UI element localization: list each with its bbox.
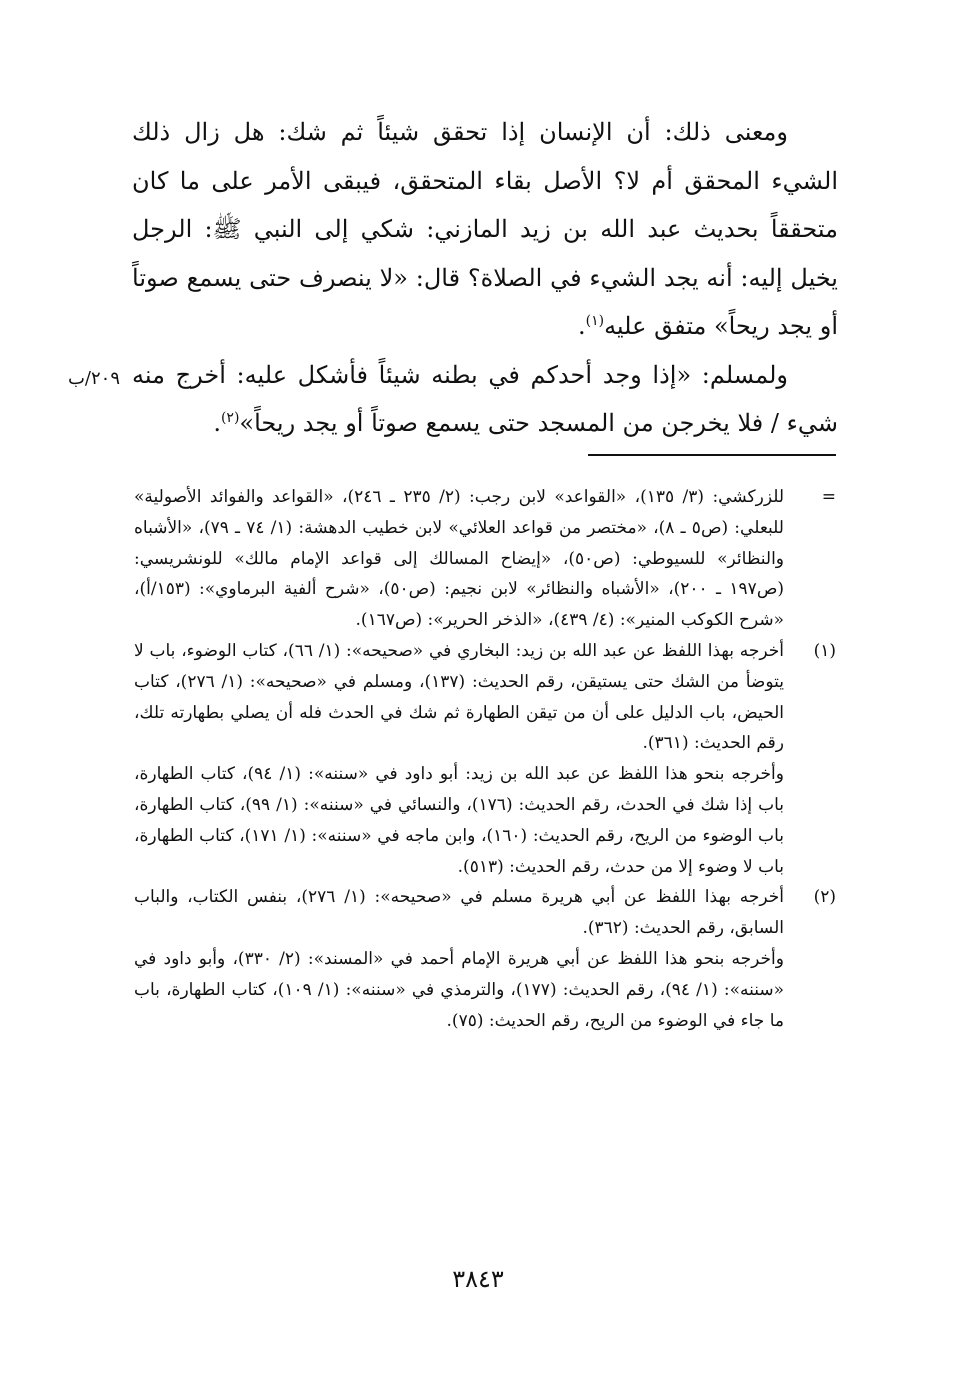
footnote-separator (588, 454, 836, 456)
footnote-ref-2: (٢) (220, 410, 240, 426)
footnote-1-marker: (١) (813, 640, 836, 661)
footnote-ref-1: (١) (585, 313, 605, 329)
footnotes (134, 482, 836, 1036)
footnote-1-paragraph-1: أخرجه بهذا اللفظ عن عبد الله بن زيد: البخاري في «صحيحه»: (١/ ٦٦)، كتاب الوضوء، باب لا يتوضأ من الشك حتى يستيقن، رقم الحديث: (١٣٧)، ومسلم في «صحيحه»: (١/ ٢٧٦)، كتاب الحيض، باب الدليل على أن من تيقن الطهارة ثم شك في الحدث فله أن يصلي بطهارته تلك، رقم الحديث: (٣٦١). (134, 640, 785, 754)
main-paragraph-1-text: ومعنى ذلك: أن الإنسان إذا تحقق شيئاً ثم شك: هل زال ذلك الشيء المحقق أم لا؟ الأصل بقاء المتحقق، فيبقى الأمر على ما كان متحققاً بحديث عبد الله بن زيد المازني: شكي إلى النبي ﷺ: الرجل يخيل إليه: أنه يجد الشيء في الصلاة؟ قال: «لا ينصرف حتى يسمع صوتاً أو يجد ريحاً» متفق عليه (132, 118, 839, 340)
manuscript-folio-note: ٢٠٩/ب (67, 368, 120, 389)
main-paragraph-2 (132, 351, 838, 448)
footnote-2-paragraph-1: أخرجه بهذا اللفظ عن أبي هريرة مسلم في «صحيحه»: (١/ ٢٧٦)، بنفس الكتاب، والباب السابق، رقم الحديث: (٣٦٢). (134, 887, 785, 939)
footnote-continued-marker: = (821, 487, 836, 507)
footnote-2 (134, 882, 836, 1036)
footnote-2-marker: (٢) (813, 887, 836, 908)
footnote-continued-text: للزركشي: (٣/ ١٣٥)، «القواعد» لابن رجب: (٢/ ٢٣٥ ـ ٢٤٦)، «القواعد والفوائد الأصولية» للبعلي: (ص٥ ـ ٨)، «مختصر من قواعد العلائي» لابن خطيب الدهشة: (١/ ٧٤ ـ ٧٩)، «الأشباه والنظائر» للسيوطي: (ص٥٠)، «إيضاح المسالك إلى قواعد الإمام مالك» للونشريسي: (ص١٩٧ ـ ٢٠٠)، «الأشباه والنظائر» لابن نجيم: (ص٥٠)، «شرح ألفية البرماوي»: (١٥٣/أ)، «شرح الكوكب المنير»: (٤/ ٤٣٩)، «الذخر الحرير»: (ص١٦٧). (134, 487, 785, 631)
main-paragraph-2-text: ولمسلم: «إذا وجد أحدكم في بطنه شيئاً فأشكل عليه: أخرج منه شيء / فلا يخرجن من المسجد حتى يسمع صوتاً أو يجد ريحاً» (132, 360, 838, 437)
main-paragraph-1 (132, 108, 838, 351)
footnote-1 (134, 636, 836, 882)
footnote-continued (134, 482, 836, 636)
main-paragraph-1-end: . (577, 312, 586, 340)
footnote-2-paragraph-2: وأخرجه بنحو هذا اللفظ عن أبي هريرة الإمام أحمد في «المسند»: (٢/ ٣٣٠)، وأبو داود في «سننه»: (١/ ٩٤)، رقم الحديث: (١٧٧)، والترمذي في «سننه»: (١/ ١٠٩)، كتاب الطهارة، باب ما جاء في الوضوء من الريح، رقم الحديث: (٧٥). (134, 948, 784, 1031)
footnote-1-paragraph-2: وأخرجه بنحو هذا اللفظ عن عبد الله بن زيد: أبو داود في «سننه»: (١/ ٩٤)، كتاب الطهارة، باب إذا شك في الحدث، رقم الحديث: (١٧٦)، والنسائي في «سننه»: (١/ ٩٩)، كتاب الطهارة، باب الوضوء من الريح، رقم الحديث: (١٦٠)، وابن ماجه في «سننه»: (١/ ١٧١)، كتاب الطهارة، باب لا وضوء إلا من حدث، رقم الحديث: (٥١٣). (134, 764, 784, 877)
main-text (132, 108, 838, 448)
main-paragraph-2-end: . (213, 409, 221, 437)
page-number: ٣٨٤٣ (452, 1265, 504, 1293)
